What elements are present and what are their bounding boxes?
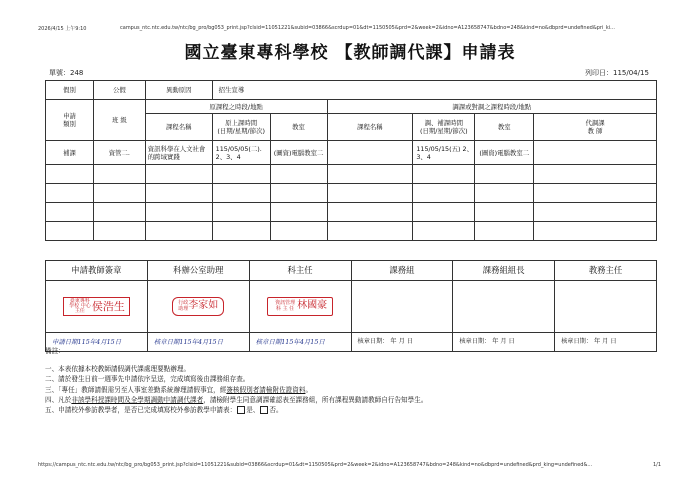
application-table: [45, 80, 657, 241]
course-affairs-box: [351, 281, 453, 333]
notes-section: [45, 346, 665, 415]
original-section-header: 原課程之時段/地點: [145, 100, 327, 114]
form-title: 國立臺東專科學校 【教師調代課】申請表: [184, 43, 516, 63]
print-date: 列印日：115/04/15: [585, 69, 649, 77]
change-reason-label: 異動原因: [145, 81, 212, 100]
table-row: [46, 141, 657, 165]
sig-head-course-affairs: 課務組: [351, 261, 453, 281]
row-adjusted-room: (圖資)電腦教室二: [475, 141, 534, 165]
sig-head-assistant: 科辦公室助理: [147, 261, 249, 281]
signature-table: [45, 260, 657, 352]
print-url-footer: https://campus_ntc.ntc.edu.tw/ntc/bg_pro/bg053_print.jsp?clsid=11051221&subid=03866&scrdup=01&dt=1150505&prd=2&week=2&idno=A123658747&bdno=248&kind=no&dbprd=undefined&prd_king=undefined&...: [38, 462, 593, 468]
dean-box: [555, 281, 657, 333]
seal-stamp: 臺東專科學校 中心主任 侯浩生: [63, 297, 130, 317]
adjusted-section-header: 調課或對調之課程時段/地點: [327, 100, 656, 114]
seal-stamp: 行政 助理 李家如: [172, 297, 224, 316]
row-room: (圖資)電腦教室二: [270, 141, 327, 165]
leave-type-value: 公假: [93, 81, 145, 100]
table-row: [46, 165, 657, 184]
print-timestamp: 2026/4/15 上午9:10: [38, 26, 87, 32]
applicant-stamp: [46, 281, 148, 333]
director-stamp: [249, 281, 351, 333]
table-row: [46, 203, 657, 222]
substitute-teacher-header: 代調課 教 師: [534, 114, 657, 141]
note-3: 三、「專任」教師請假需另至人事室差勤系統辦理請假事宜，經簽核假別者請檢附佐證資料。: [45, 385, 313, 394]
table-row: [46, 222, 657, 241]
form-number: 單號：248: [49, 69, 84, 77]
original-time-header: 原上課時間 (日期/星期/節次): [212, 114, 270, 141]
assistant-stamp: [147, 281, 249, 333]
classroom-header: 教室: [270, 114, 327, 141]
course-affairs-date: 核章日期： 年 月 日: [351, 333, 453, 352]
course-chief-date: 核章日期： 年 月 日: [453, 333, 555, 352]
row-substitute: [534, 141, 657, 165]
note-4: 四、凡於非該學科授課時間及全學期調動申請調代課者，請檢附學生同意調課確認表至課務組，所有課程異動請教師自行告知學生。: [45, 395, 428, 404]
seal-stamp: 資訊管理科 主 任 林國豪: [267, 297, 333, 316]
class-header: 班 級: [93, 100, 145, 141]
sig-head-course-chief: 課務組組長: [453, 261, 555, 281]
assistant-date: 核章日期115年4月15日: [147, 333, 249, 352]
apply-type-header: 申請 類別: [46, 100, 94, 141]
director-date: 核章日期115年4月15日: [249, 333, 351, 352]
yes-checkbox[interactable]: [237, 406, 245, 414]
notes-label: 備註：: [45, 347, 65, 355]
applicant-date: 申請日期115年4月15日: [46, 333, 148, 352]
adjusted-time-header: 調、補課時間 (日期/星期/節次): [413, 114, 475, 141]
row-type: 補課: [46, 141, 94, 165]
note-1: 一、本表依據本校教師請假調代課處理要點辦理。: [45, 365, 191, 374]
row-adjusted-time: 115/05/15(五) 2、3、4: [413, 141, 475, 165]
print-url-header: campus_ntc.ntc.edu.tw/ntc/bg_pro/bg053_print.jsp?clsid=11051221&subid=03866&scrdup=01&dt=1150505&prd=2&week=2&idno=A123658747&bdno=248&kind=no&dbprd=undefined&pri_ki...: [120, 25, 615, 31]
row-class: 資管二.: [93, 141, 145, 165]
course-name-header: 課程名稱: [145, 114, 212, 141]
sig-head-applicant: 申請教師簽章: [46, 261, 148, 281]
row-course: 資訊科學在人文社會的跨域實踐: [145, 141, 212, 165]
course-chief-box: [453, 281, 555, 333]
sig-head-dean: 教務主任: [555, 261, 657, 281]
page-number: 1/1: [653, 462, 662, 468]
leave-type-label: 假別: [46, 81, 94, 100]
note-2: 二、請於發生日前一週事先申請依序呈送，完成填寫後由課務組存查。: [45, 375, 250, 384]
sig-head-director: 科主任: [249, 261, 351, 281]
row-adjusted-course: [327, 141, 413, 165]
dean-date: 核章日期： 年 月 日: [555, 333, 657, 352]
table-row: [46, 184, 657, 203]
row-time: 115/05/05(二). 2、3、4: [212, 141, 270, 165]
adjusted-room-header: 教室: [475, 114, 534, 141]
note-5: 五、申請校外參訪教學者，是否已完成填寫校外參訪教學申請表： 是、 否。: [45, 406, 283, 415]
adjusted-course-header: 課程名稱: [327, 114, 413, 141]
change-reason-value: 招生宣導: [212, 81, 656, 100]
no-checkbox[interactable]: [260, 406, 268, 414]
